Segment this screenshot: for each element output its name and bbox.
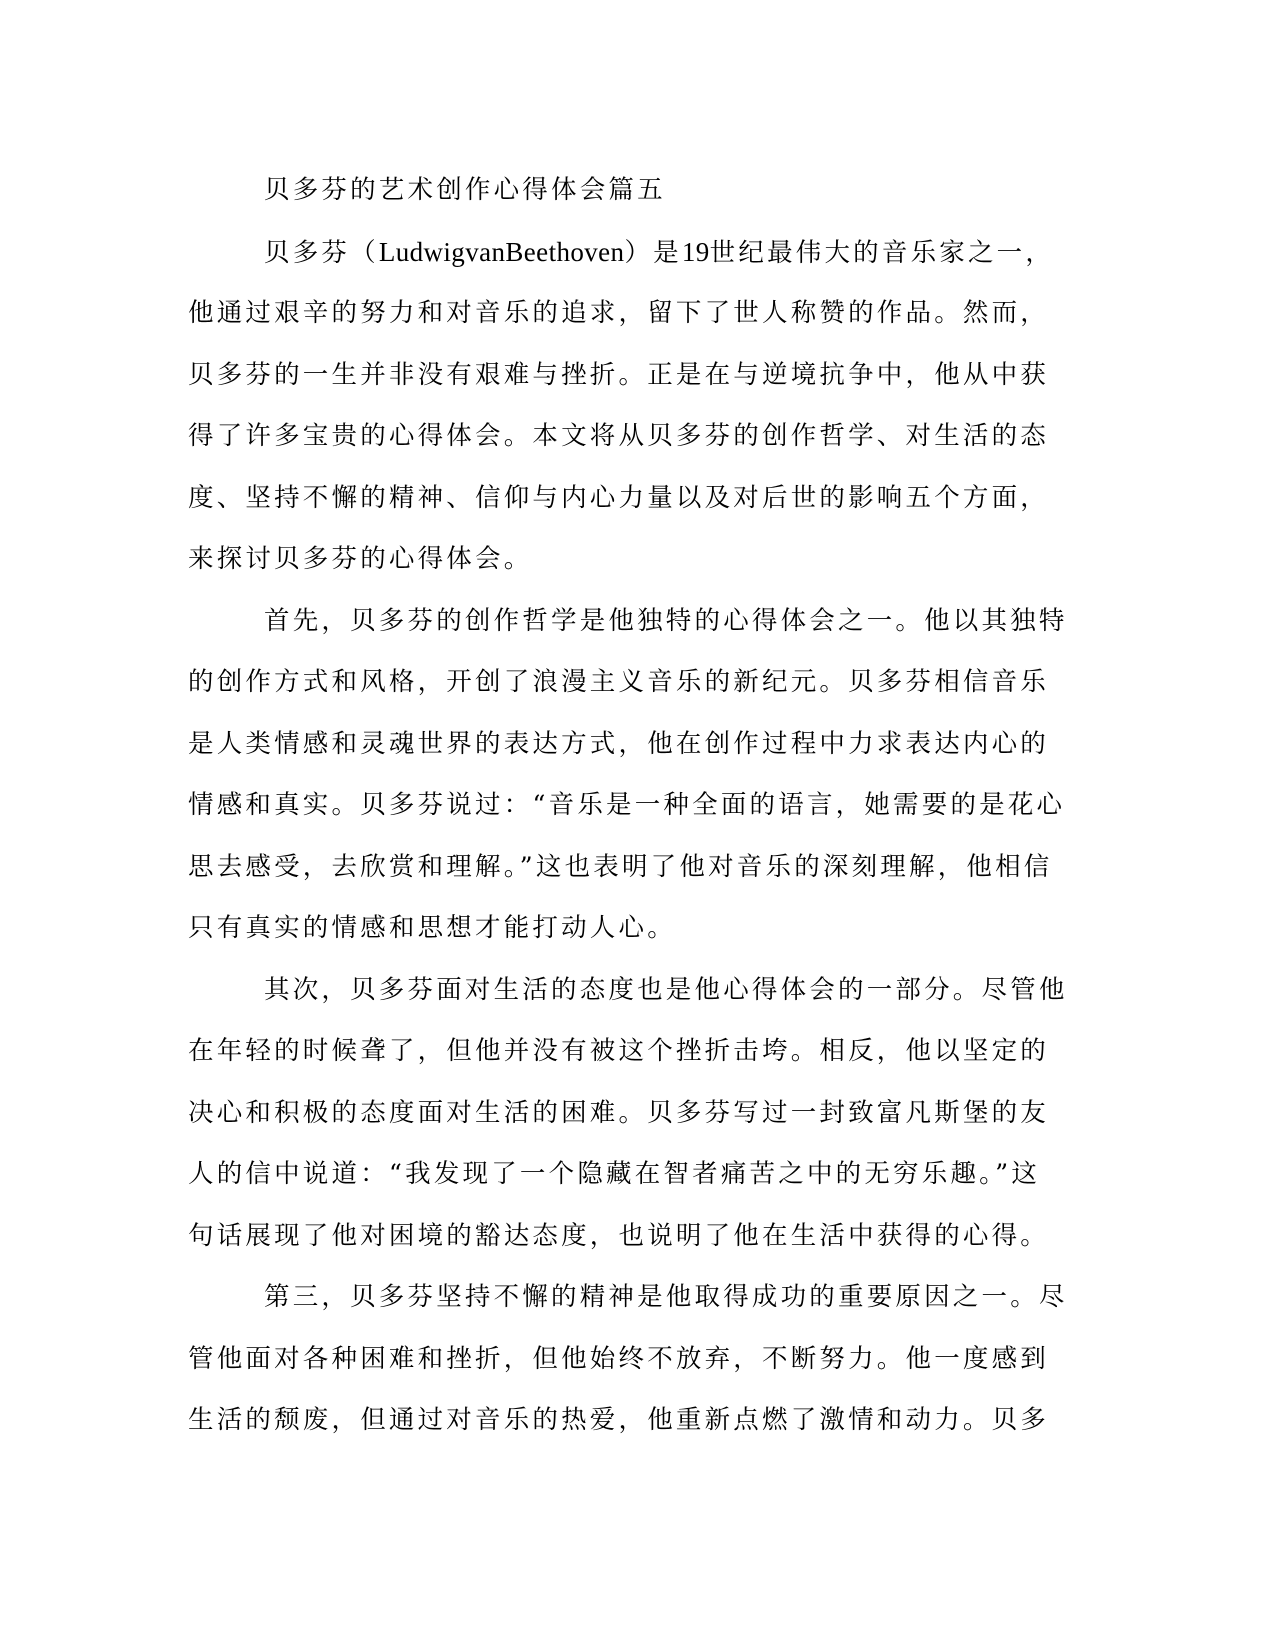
text-line: 句话展现了他对困境的豁达态度，也说明了他在生活中获得的心得。 bbox=[188, 1220, 1050, 1251]
text-line: 人的信中说道：“我发现了一个隐藏在智者痛苦之中的无穷乐趣。”这 bbox=[188, 1159, 1041, 1189]
text-line: 贝多芬的一生并非没有艰难与挫折。正是在与逆境抗争中，他从中获 bbox=[188, 359, 1050, 390]
text-line: 首先，贝多芬的创作哲学是他独特的心得体会之一。他以其独特 bbox=[264, 605, 1068, 636]
text-line: 管他面对各种困难和挫折，但他始终不放弃，不断努力。他一度感到 bbox=[188, 1343, 1050, 1374]
text-line: 生活的颓废，但通过对音乐的热爱，他重新点燃了激情和动力。贝多 bbox=[188, 1405, 1050, 1435]
text-line: 的创作方式和风格，开创了浪漫主义音乐的新纪元。贝多芬相信音乐 bbox=[188, 667, 1050, 697]
text-line: 第三，贝多芬坚持不懈的精神是他取得成功的重要原因之一。尽 bbox=[264, 1282, 1068, 1312]
text-line: 度、坚持不懈的精神、信仰与内心力量以及对后世的影响五个方面， bbox=[188, 482, 1050, 513]
text-line: 贝多芬（LudwigvanBeethoven）是19世纪最伟大的音乐家之一， bbox=[264, 236, 1055, 268]
text-line: 决心和积极的态度面对生活的困难。贝多芬写过一封致富凡斯堡的友 bbox=[188, 1097, 1050, 1128]
text-line: 情感和真实。贝多芬说过：“音乐是一种全面的语言，她需要的是花心 bbox=[188, 790, 1066, 820]
text-line: 来探讨贝多芬的心得体会。 bbox=[188, 544, 533, 574]
document-title: 贝多芬的艺术创作心得体会篇五 bbox=[264, 175, 666, 205]
document-body bbox=[188, 160, 1068, 1452]
text-line: 只有真实的情感和思想才能打动人心。 bbox=[188, 913, 676, 943]
text-line: 在年轻的时候聋了，但他并没有被这个挫折击垮。相反，他以坚定的 bbox=[188, 1036, 1050, 1066]
text-line: 他通过艰辛的努力和对音乐的追求，留下了世人称赞的作品。然而， bbox=[188, 298, 1050, 328]
text-line: 其次，贝多芬面对生活的态度也是他心得体会的一部分。尽管他 bbox=[264, 974, 1068, 1005]
latin-name: LudwigvanBeethoven bbox=[378, 236, 625, 267]
text-line: 是人类情感和灵魂世界的表达方式，他在创作过程中力求表达内心的 bbox=[188, 728, 1050, 759]
text-line: 得了许多宝贵的心得体会。本文将从贝多芬的创作哲学、对生活的态 bbox=[188, 421, 1050, 451]
text-line: 思去感受，去欣赏和理解。”这也表明了他对音乐的深刻理解，他相信 bbox=[188, 851, 1053, 882]
